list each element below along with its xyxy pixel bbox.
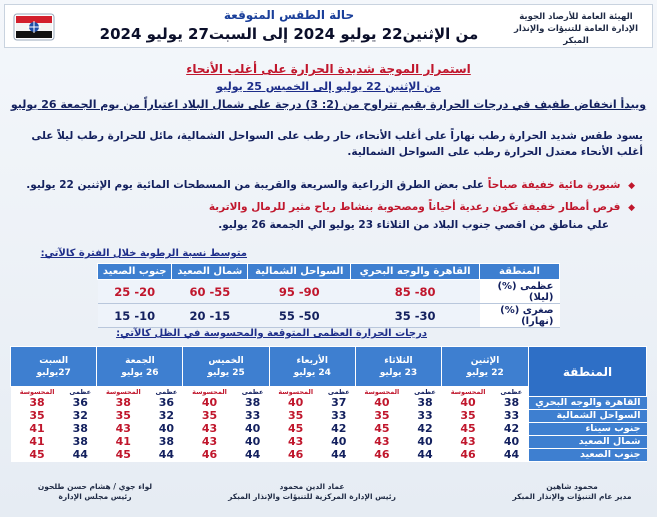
feels-like-cell: 46 bbox=[269, 449, 322, 462]
meteorology-logo-icon bbox=[13, 8, 55, 46]
signature-forecast-director bbox=[497, 482, 647, 502]
temperature-drop-note: ويبدأ انخفاض طفيف في درجات الحرارة بقيم تتراوح من (2: 3) درجة على شمال البلاد اعتباراً من يوم الجمعة 26 يوليو bbox=[10, 98, 647, 111]
humidity-cell: 15- 20 bbox=[172, 304, 248, 328]
table-row bbox=[11, 423, 647, 436]
feels-like-cell: 43 bbox=[442, 436, 495, 449]
sub-header-feels: المحسوسة bbox=[269, 387, 322, 397]
max-temp-cell: 40 bbox=[495, 436, 529, 449]
sub-header-max: عظمى bbox=[495, 387, 529, 397]
diamond-bullet-icon: ◆ bbox=[628, 181, 635, 191]
humidity-row-label: عظمى (%) (ليلا) bbox=[480, 280, 560, 304]
humidity-cell: 80- 85 bbox=[351, 280, 480, 304]
max-temp-cell: 42 bbox=[408, 423, 441, 436]
day-header bbox=[269, 347, 355, 387]
max-temp-cell: 37 bbox=[322, 397, 355, 410]
humidity-cell: 10- 15 bbox=[98, 304, 172, 328]
table-row bbox=[11, 410, 647, 423]
bullet-fog-key: شبورة مائية خفيفة صباحاً bbox=[487, 179, 621, 191]
feels-like-cell: 43 bbox=[97, 423, 150, 436]
page-subtitle: حالة الطقس المتوقعة bbox=[223, 8, 355, 22]
feels-like-cell: 43 bbox=[183, 423, 236, 436]
day-header bbox=[97, 347, 183, 387]
max-temp-cell: 44 bbox=[150, 449, 183, 462]
max-temp-cell: 33 bbox=[322, 410, 355, 423]
humidity-header-cell: المنطقة bbox=[480, 264, 560, 280]
humidity-cell: 55- 60 bbox=[172, 280, 248, 304]
max-temp-cell: 40 bbox=[322, 436, 355, 449]
signature-title: رئيس مجلس الإدارة bbox=[58, 492, 132, 501]
feels-like-cell: 46 bbox=[183, 449, 236, 462]
signature-title: رئيس الإدارة المركزية للتنبؤات والإنذار المبكر bbox=[228, 492, 396, 501]
region-name: شمال الصعيد bbox=[529, 436, 647, 449]
day-header bbox=[11, 347, 97, 387]
max-temp-cell: 32 bbox=[150, 410, 183, 423]
humidity-header-cell: جنوب الصعيد bbox=[98, 264, 172, 280]
sub-header-max: عظمى bbox=[150, 387, 183, 397]
sub-header-max: عظمى bbox=[64, 387, 97, 397]
sub-header-feels: المحسوسة bbox=[183, 387, 236, 397]
day-date: 22 يوليو bbox=[466, 367, 504, 378]
humidity-table bbox=[97, 263, 560, 328]
max-temp-cell: 40 bbox=[236, 423, 269, 436]
signature-board-chairman bbox=[20, 482, 170, 502]
feels-like-cell: 45 bbox=[269, 423, 322, 436]
feels-like-cell: 43 bbox=[269, 436, 322, 449]
humidity-header-row bbox=[98, 264, 560, 280]
temperature-body bbox=[11, 397, 647, 462]
sub-header-feels: المحسوسة bbox=[11, 387, 64, 397]
humidity-cell: 90- 95 bbox=[248, 280, 351, 304]
max-temp-cell: 44 bbox=[495, 449, 529, 462]
feels-like-cell: 35 bbox=[97, 410, 150, 423]
heatwave-headline: استمرار الموجة شديدة الحرارة على أغلب الأنحاء bbox=[186, 62, 471, 76]
signature-title: مدير عام التنبؤات والإنذار المبكر bbox=[512, 492, 632, 501]
day-header bbox=[442, 347, 529, 387]
heatwave-period: من الإثنين 22 يوليو إلى الخميس 25 يوليو bbox=[216, 80, 441, 93]
temperature-title: درجات الحرارة العظمى المتوقعة والمحسوسة في الظل كالآتي: bbox=[116, 328, 427, 339]
bullet-fog-rest: على بعض الطرق الزراعية والسريعة والقريبة من المسطحات المائية يوم الإثنين 22 يوليو. bbox=[26, 179, 485, 191]
max-temp-cell: 40 bbox=[236, 436, 269, 449]
temperature-day-row bbox=[11, 347, 647, 387]
max-temp-cell: 36 bbox=[64, 397, 97, 410]
temperature-table bbox=[10, 346, 647, 462]
feels-like-cell: 40 bbox=[183, 397, 236, 410]
organization-name bbox=[506, 11, 646, 47]
max-temp-cell: 33 bbox=[408, 410, 441, 423]
signature-name: لواء جوي / هشام حسن طلحون bbox=[37, 482, 153, 491]
max-temp-cell: 38 bbox=[236, 397, 269, 410]
signature-name: محمود شاهين bbox=[546, 482, 598, 491]
max-temp-cell: 33 bbox=[495, 410, 529, 423]
max-temp-cell: 32 bbox=[64, 410, 97, 423]
table-row bbox=[11, 449, 647, 462]
max-temp-cell: 42 bbox=[322, 423, 355, 436]
feels-like-cell: 35 bbox=[355, 410, 408, 423]
feels-like-cell: 35 bbox=[183, 410, 236, 423]
feels-like-cell: 41 bbox=[11, 436, 64, 449]
day-name: الثلاثاء bbox=[384, 355, 413, 366]
signature-name: عماد الدين محمود bbox=[279, 482, 345, 491]
max-temp-cell: 40 bbox=[408, 436, 441, 449]
weather-paragraph: يسود طقس شديد الحرارة رطب نهاراً على أغلب الأنحاء، حار رطب على السواحل الشمالية، مائل للحرارة رطب ليلاً على أغلب الأنحاء معتدل الحرارة رطب على السواحل الشمالية. bbox=[31, 130, 643, 158]
day-date: 24 يوليو bbox=[293, 367, 331, 378]
sub-header-max: عظمى bbox=[322, 387, 355, 397]
feels-like-cell: 45 bbox=[11, 449, 64, 462]
sub-header-max: عظمى bbox=[236, 387, 269, 397]
bullet-rain bbox=[209, 200, 635, 215]
table-row bbox=[11, 397, 647, 410]
feels-like-cell: 40 bbox=[355, 397, 408, 410]
max-temp-cell: 42 bbox=[495, 423, 529, 436]
title-block bbox=[69, 8, 509, 45]
max-temp-cell: 38 bbox=[495, 397, 529, 410]
max-temp-cell: 38 bbox=[64, 436, 97, 449]
feels-like-cell: 46 bbox=[355, 449, 408, 462]
day-name: السبت bbox=[39, 355, 69, 366]
day-name: الجمعة bbox=[125, 355, 155, 366]
feels-like-cell: 38 bbox=[97, 397, 150, 410]
feels-like-cell: 35 bbox=[442, 410, 495, 423]
feels-like-cell: 40 bbox=[269, 397, 322, 410]
humidity-cell: 50- 55 bbox=[248, 304, 351, 328]
table-row bbox=[98, 304, 560, 328]
region-name: جنوب الصعيد bbox=[529, 449, 647, 462]
max-temp-cell: 38 bbox=[408, 397, 441, 410]
day-name: الأربعاء bbox=[296, 355, 328, 366]
signature-central-head bbox=[217, 482, 407, 502]
max-temp-cell: 44 bbox=[408, 449, 441, 462]
bullet-fog bbox=[26, 178, 635, 193]
day-header bbox=[355, 347, 441, 387]
header bbox=[4, 4, 653, 48]
humidity-header-cell: السواحل الشمالية bbox=[248, 264, 351, 280]
feels-like-cell: 45 bbox=[442, 423, 495, 436]
org-line-2: الإدارة العامة للتنبؤات والإنذار المبكر bbox=[513, 24, 639, 46]
table-row bbox=[11, 436, 647, 449]
feels-like-cell: 41 bbox=[97, 436, 150, 449]
region-name: القاهرة والوجه البحري bbox=[529, 397, 647, 410]
humidity-title: متوسط نسبة الرطوبة خلال الفترة كالآتي: bbox=[40, 248, 247, 259]
day-date: 25 يوليو bbox=[207, 367, 245, 378]
day-date: 26 يوليو bbox=[121, 367, 159, 378]
org-line-1: الهيئة العامة للأرصاد الجوية bbox=[519, 12, 633, 22]
bullet-rain-key: فرص أمطار خفيفة تكون رعدية أحياناً ومصحوبة بنشاط رياح مثير للرمال والاتربة bbox=[208, 201, 621, 213]
feels-like-cell: 38 bbox=[11, 397, 64, 410]
max-temp-cell: 40 bbox=[150, 423, 183, 436]
humidity-cell: 20- 25 bbox=[98, 280, 172, 304]
humidity-header-cell: شمال الصعيد bbox=[172, 264, 248, 280]
max-temp-cell: 44 bbox=[236, 449, 269, 462]
day-name: الإثنين bbox=[470, 355, 500, 366]
day-name: الخميس bbox=[208, 355, 244, 366]
day-date: 27يوليو bbox=[36, 367, 71, 378]
feels-like-cell: 35 bbox=[11, 410, 64, 423]
region-name: جنوب سيناء bbox=[529, 423, 647, 436]
page-title: من الإثنين22 يوليو 2024 إلى السبت27 يوليو 2024 bbox=[99, 25, 479, 43]
humidity-row-label: صغرى (%) (نهارا) bbox=[480, 304, 560, 328]
sub-header-max: عظمى bbox=[408, 387, 441, 397]
feels-like-cell: 45 bbox=[97, 449, 150, 462]
feels-like-cell: 46 bbox=[442, 449, 495, 462]
max-temp-cell: 38 bbox=[64, 423, 97, 436]
sub-header-feels: المحسوسة bbox=[442, 387, 495, 397]
feels-like-cell: 40 bbox=[442, 397, 495, 410]
feels-like-cell: 43 bbox=[355, 436, 408, 449]
sub-header-feels: المحسوسة bbox=[355, 387, 408, 397]
max-temp-cell: 44 bbox=[64, 449, 97, 462]
humidity-header-cell: القاهرة والوجه البحري bbox=[351, 264, 480, 280]
feels-like-cell: 45 bbox=[355, 423, 408, 436]
feels-like-cell: 41 bbox=[11, 423, 64, 436]
max-temp-cell: 36 bbox=[150, 397, 183, 410]
day-date: 23 يوليو bbox=[379, 367, 418, 378]
max-temp-cell: 38 bbox=[150, 436, 183, 449]
feels-like-cell: 35 bbox=[269, 410, 322, 423]
max-temp-cell: 44 bbox=[322, 449, 355, 462]
table-row bbox=[98, 280, 560, 304]
humidity-cell: 30- 35 bbox=[351, 304, 480, 328]
max-temp-cell: 33 bbox=[236, 410, 269, 423]
sub-header-feels: المحسوسة bbox=[97, 387, 150, 397]
region-name: السواحل الشمالية bbox=[529, 410, 647, 423]
bullet-rain-areas: علي مناطق من اقصي جنوب البلاد من الثلاثاء 23 يوليو الي الجمعة 26 يوليو. bbox=[218, 219, 609, 231]
day-header bbox=[183, 347, 269, 387]
region-header: المنطقة bbox=[529, 347, 647, 397]
feels-like-cell: 43 bbox=[183, 436, 236, 449]
diamond-bullet-icon: ◆ bbox=[628, 203, 635, 213]
